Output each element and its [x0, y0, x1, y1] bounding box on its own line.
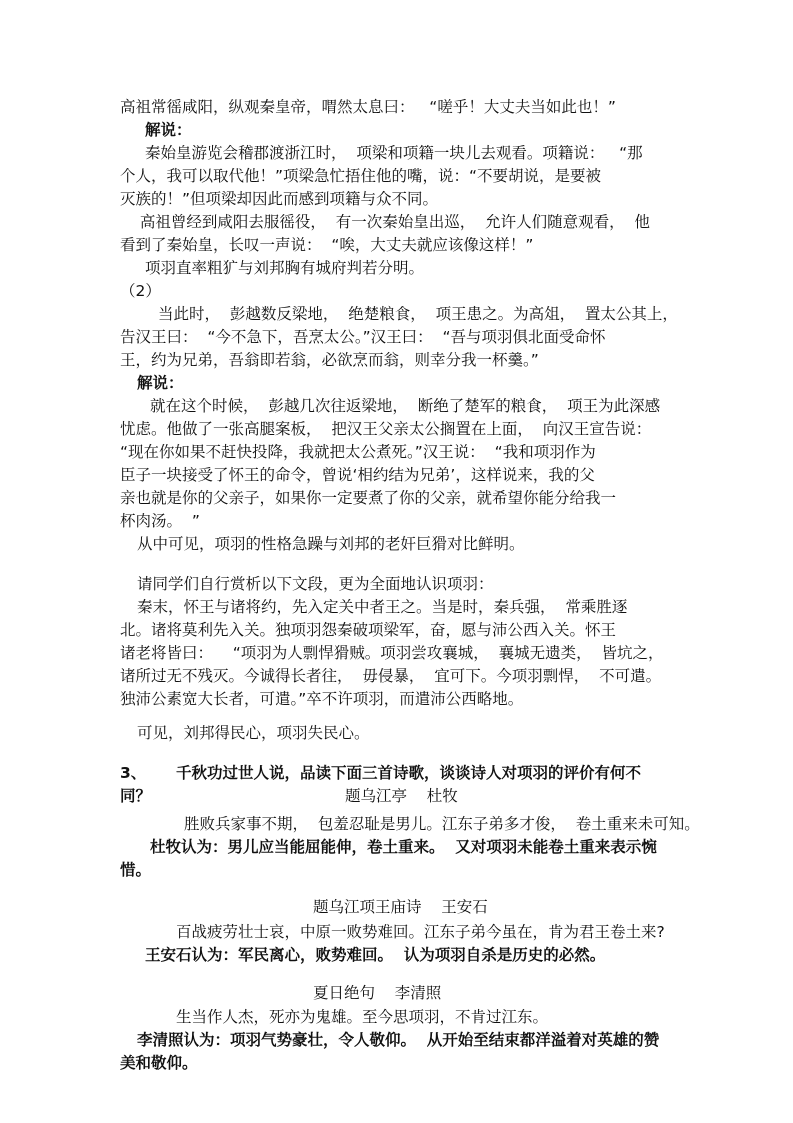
poem-comment-line: 美和敬仰。 [120, 1054, 198, 1072]
section1-explain-line: 高祖曾经到咸阳去服徭役， 有一次秦始皇出巡， 允许人们随意观看， 他 [130, 213, 650, 231]
section3-passage-line: 诸所过无不残灭。今诚得长者往， 毋侵暴， 宜可下。今项羽剽悍， 不可遣。 [120, 667, 662, 685]
poem-title: 夏日绝句 李清照 [313, 984, 442, 1002]
section1-explain-heading: 解说： [145, 121, 192, 139]
poem-title: 题乌江项王庙诗 王安石 [313, 898, 488, 916]
section1-explain-line: 个人，我可以取代他！”项梁急忙捂住他的嘴，说：“不要胡说，是要被 [120, 167, 602, 185]
section2-original-line: 王，约为兄弟，吾翁即若翁，必欲烹而翁，则幸分我一杯羹。” [120, 351, 539, 369]
poem-body: 胜败兵家事不期， 包羞忍耻是男儿。江东子弟多才俊， 卷土重来未可知。 [184, 815, 700, 833]
section3-passage-line: 诸老将皆曰： “项羽为人剽悍猾贼。项羽尝攻襄城， 襄城无遗类， 皆坑之， [120, 644, 664, 662]
poem-title: 题乌江亭 杜牧 [345, 787, 458, 805]
section2-marker: （2） [120, 282, 161, 300]
section3-passage-line: 北。诸将莫利先入关。独项羽怨秦破项梁军，奋，愿与沛公西入关。怀王 [120, 621, 617, 639]
section3-passage-line: 独沛公素宽大长者，可遣。”卒不许项羽，而遣沛公西略地。 [120, 690, 524, 708]
section2-explain-line: “现在你如果不赶快投降，我就把太公煮死。”汉王说： “我和项羽作为 [120, 443, 596, 461]
question3-number: 3、 [120, 764, 147, 782]
section2-explain-line: 亲也就是你的父亲子，如果你一定要煮了你的父亲，就希望你能分给我一 [120, 489, 617, 507]
section2-explain-line: 臣子一块接受了怀王的命令，曾说‘相约结为兄弟’，这样说来，我的父 [120, 466, 595, 484]
section2-explain-heading: 解说： [137, 374, 184, 392]
poem-comment-line: 杜牧认为：男儿应当能屈能伸，卷土重来。 又对项羽未能卷土重来表示惋 [150, 838, 657, 856]
section3-intro: 请同学们自行赏析以下文段，更为全面地认识项羽： [137, 575, 494, 593]
section1-explain-line: 秦始皇游览会稽郡渡浙江时， 项梁和项籍一块儿去观看。项籍说： “那 [145, 144, 643, 162]
poem-comment-line: 李清照认为：项羽气势豪壮，令人敬仰。 从开始至结束都洋溢着对英雄的赞 [137, 1031, 660, 1049]
section1-original-line: 高祖常徭咸阳，纵观秦皇帝，喟然太息曰： “嗟乎！大丈夫当如此也！” [120, 98, 616, 116]
question3-text: 千秋功过世人说，品读下面三首诗歌，谈谈诗人对项羽的评价有何不 [176, 764, 642, 782]
poem-body: 百战疲劳壮士哀，中原一败势难回。江东子弟今虽在，肯为君王卷土来? [176, 923, 665, 941]
question3-text-continued: 同？ [120, 787, 152, 805]
section1-conclusion: 项羽直率粗犷与刘邦胸有城府判若分明。 [145, 259, 425, 277]
section3-passage-line: 秦末，怀王与诸将约，先入定关中者王之。当是时，秦兵强， 常乘胜逐 [137, 598, 628, 616]
poem-body: 生当作人杰，死亦为鬼雄。至今思项羽，不肯过江东。 [176, 1008, 549, 1026]
section2-original-line: 当此时， 彭越数反梁地， 绝楚粮食， 项王患之。为高俎， 置太公其上， [158, 305, 678, 323]
section1-explain-line: 灭族的！”但项梁却因此而感到项籍与众不同。 [120, 190, 439, 208]
section2-original-line: 告汉王曰： “今不急下，吾烹太公。”汉王曰： “吾与项羽俱北面受命怀 [120, 328, 606, 346]
section1-explain-line: 看到了秦始皇，长叹一声说： “唉，大丈夫就应该像这样！” [120, 236, 534, 254]
section2-explain-line: 杯肉汤。 ” [120, 512, 200, 530]
section2-conclusion: 从中可见，项羽的性格急躁与刘邦的老奸巨猾对比鲜明。 [137, 535, 525, 553]
poem-comment-line: 王安石认为：军民离心，败势难回。 认为项羽自杀是历史的必然。 [145, 946, 606, 964]
section2-explain-line: 就在这个时候， 彭越几次往返梁地， 断绝了楚军的粮食， 项王为此深感 [150, 397, 661, 415]
poem-comment-line: 惜。 [120, 861, 152, 879]
section2-explain-line: 忧虑。他做了一张高腿案板， 把汉王父亲太公搁置在上面， 向汉王宣告说： [120, 420, 652, 438]
section3-conclusion: 可见，刘邦得民心，项羽失民心。 [137, 724, 370, 742]
